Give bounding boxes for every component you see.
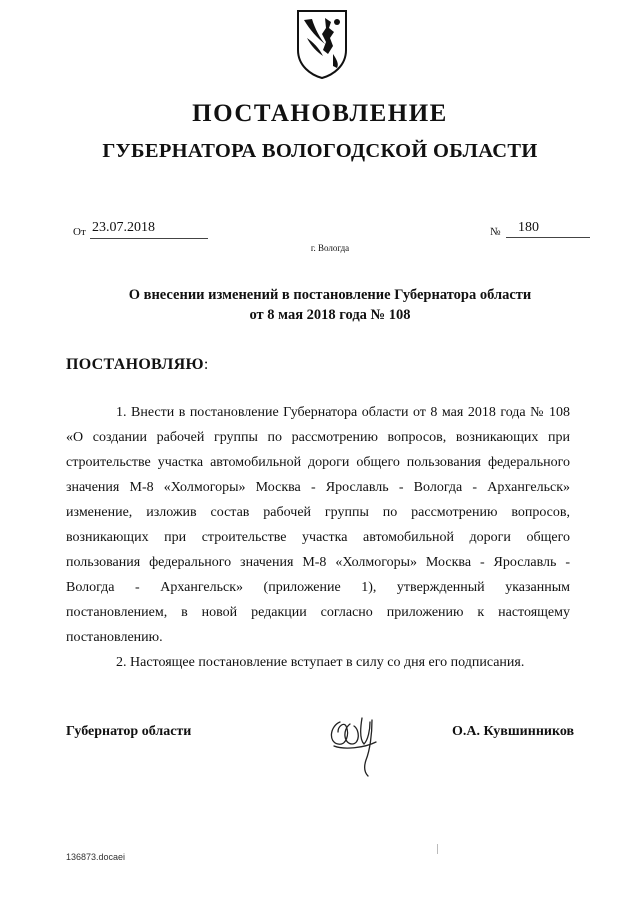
subject-line-2: от 8 мая 2018 года № 108 — [249, 307, 411, 323]
date-label: От — [73, 226, 86, 238]
signatory-name: О.А. Кувшинников — [452, 724, 575, 739]
resolve-colon: : — [203, 356, 209, 373]
footer-mark — [437, 844, 438, 854]
signatory-position: Губернатор области — [66, 724, 192, 739]
clause-2: 2. Настоящее постановление вступает в силу со дня его подписания. — [116, 655, 525, 670]
document-subject — [80, 285, 580, 325]
document-date: 23.07.2018 — [90, 220, 208, 239]
clause-1: 1. Внести в постановление Губернатора области от 8 мая 2018 года № 108 «О создании рабочей группы по рассмотрению вопросов, возникающих при строительстве участка автомобильной дороги общего пользования федерального значения М-8 «Холмогоры» Москва - Ярославль - Вологда - Архангельск» изменение, изложив состав рабочей группы по рассмотрению вопросов, возникающих при строительстве участка автомобильной дороги общего пользования федерального значения М-8 «Холмогоры» Москва - Ярославль - Вологда - Архангельск» (приложение 1), утвержденный указанным постановлением, в новой редакции согласно приложению к настоящему постановлению. — [66, 405, 570, 645]
handwritten-signature — [320, 700, 400, 780]
issuer-heading: ГУБЕРНАТОРА ВОЛОГОДСКОЙ ОБЛАСТИ — [102, 140, 538, 162]
document-body — [66, 400, 570, 675]
resolve-word: ПОСТАНОВЛЯЮ — [66, 356, 204, 373]
city-label: г. Вологда — [310, 243, 350, 253]
subject-line-1: О внесении изменений в постановление Губернатора области — [128, 287, 532, 303]
document-type-heading: ПОСТАНОВЛЕНИЕ — [192, 100, 448, 127]
resolve-heading — [66, 356, 209, 374]
document-number: 180 — [506, 220, 590, 238]
file-reference: 136873.docaei — [66, 852, 126, 862]
coat-of-arms-emblem — [295, 8, 349, 80]
number-label: № — [490, 226, 501, 238]
